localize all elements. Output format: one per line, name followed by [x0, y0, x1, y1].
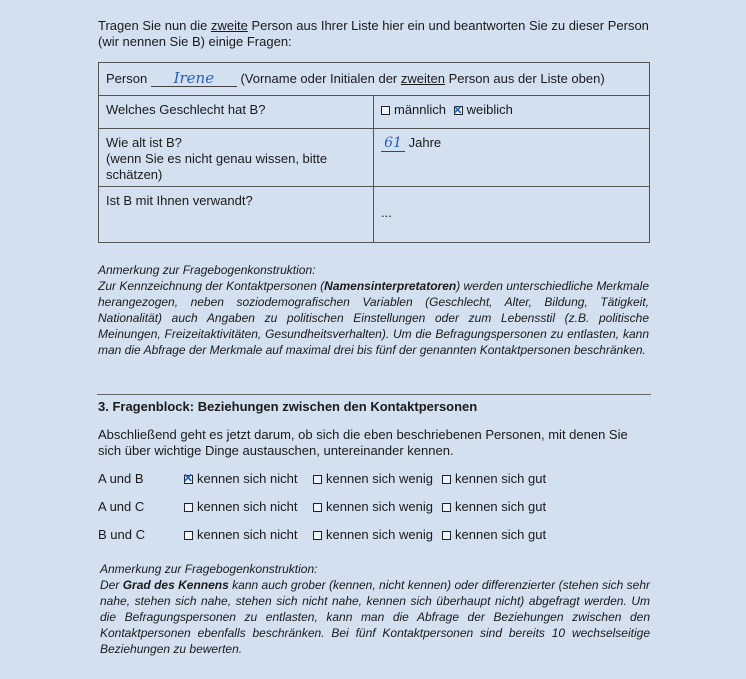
relation-checkbox[interactable] [442, 531, 451, 540]
relation-option[interactable] [184, 471, 297, 486]
relation-option-label: kennen sich gut [455, 527, 547, 542]
note-1: Anmerkung zur Fragebogenkonstruktion: Zur Kennzeichnung der Kontaktpersonen (Namensinterpretatoren) werden unterschiedliche Merkmale herangezogen, neben soziodemografischen Variablen (Geschlecht, Alter, Bildung, Tätigkeit, Nationalität) auch Angaben zu politischen Einstellungen oder zum Lebensstil (z.B. politische Meinungen, Freizeitaktivitäten, Gesundheitsverhalten). Um die Befragungspersonen zu entlasten, kann man die Abfrage der Merkmale auf maximal drei bis fünf der genannten Kontaktpersonen beschränken. [98, 263, 649, 357]
relation-option[interactable] [442, 527, 546, 542]
relation-option-label: kennen sich wenig [326, 499, 433, 514]
relation-option[interactable] [313, 499, 433, 514]
relation-option-label: kennen sich nicht [197, 527, 298, 542]
section-divider [97, 394, 651, 395]
relation-option-label: kennen sich nicht [197, 499, 298, 514]
note-1-title: Anmerkung zur Fragebogenkonstruktion: [98, 263, 316, 277]
relation-option[interactable] [313, 471, 433, 486]
relation-option-label: kennen sich wenig [326, 527, 433, 542]
block3-heading: 3. Fragenblock: Beziehungen zwischen den Kontaktpersonen [98, 399, 478, 414]
age-field[interactable]: 61 [381, 135, 405, 152]
male-checkbox[interactable] [381, 106, 390, 115]
relation-row-label: A und C [98, 499, 145, 514]
age-answer [374, 129, 650, 187]
gender-question: Welches Geschlecht hat B? [99, 96, 374, 129]
relation-option-label: kennen sich gut [455, 499, 547, 514]
relation-checkbox[interactable] [313, 531, 322, 540]
relation-option[interactable] [184, 499, 297, 514]
male-label: männlich [394, 102, 447, 117]
female-checkbox[interactable] [454, 106, 463, 115]
person-table [98, 62, 650, 243]
relation-option[interactable] [184, 527, 297, 542]
relation-checkbox[interactable] [184, 475, 193, 484]
relation-option-label: kennen sich nicht [197, 471, 298, 486]
relation-checkbox[interactable] [313, 475, 322, 484]
relation-row-label: B und C [98, 527, 145, 542]
intro-text: Tragen Sie nun die zweite Person aus Ihrer Liste hier ein und beantworten Sie zu dieser Person (wir nennen Sie B) einige Fragen: [98, 18, 649, 49]
relation-checkbox[interactable] [442, 475, 451, 484]
relation-option[interactable] [442, 499, 546, 514]
related-answer: ... [374, 187, 650, 243]
female-label: weiblich [466, 102, 513, 117]
age-unit: Jahre [408, 135, 442, 150]
relation-option-label: kennen sich gut [455, 471, 547, 486]
note-2-title: Anmerkung zur Fragebogenkonstruktion: [100, 562, 318, 576]
relation-option-label: kennen sich wenig [326, 471, 433, 486]
relation-option[interactable] [313, 527, 433, 542]
relation-row [98, 499, 558, 517]
person-row: Person Irene (Vorname oder Initialen der zweiten Person aus der Liste oben) [99, 63, 650, 96]
relation-row [98, 471, 558, 489]
relation-checkbox[interactable] [184, 531, 193, 540]
intro-underlined: zweite [210, 18, 248, 33]
block3-text: Abschließend geht es jetzt darum, ob sich die eben beschriebenen Personen, mit denen Sie sich über wichtige Dinge austauschen, untereinander kennen. [98, 427, 628, 458]
person-label: Person [106, 71, 148, 86]
gender-answer [374, 96, 650, 129]
relation-checkbox[interactable] [313, 503, 322, 512]
relation-option[interactable] [442, 471, 546, 486]
person-name-field[interactable]: Irene [151, 70, 237, 87]
relation-checkbox[interactable] [184, 503, 193, 512]
related-question: Ist B mit Ihnen verwandt? [99, 187, 374, 243]
relation-checkbox[interactable] [442, 503, 451, 512]
note-2: Anmerkung zur Fragebogenkonstruktion: Der Grad des Kennens kann auch grober (kennen, nicht kennen) oder differenzierter (stehen sich sehr nahe, stehen sich nahe, stehen sich nicht nahe, kennen sich überhaupt nicht) abgefragt werden. Um die Befragungspersonen zu entlasten, kann man die Abfrage der Beziehungen zwischen den Kontaktpersonen ebenfalls beschränken. Bei fünf Kontaktpersonen sind bereits 10 wechselseitige Beziehungen zu bewerten. [100, 562, 650, 656]
relation-row-label: A und B [98, 471, 144, 486]
age-question: Wie alt ist B? (wenn Sie es nicht genau wissen, bitte schätzen) [99, 129, 374, 187]
relation-row [98, 527, 558, 545]
